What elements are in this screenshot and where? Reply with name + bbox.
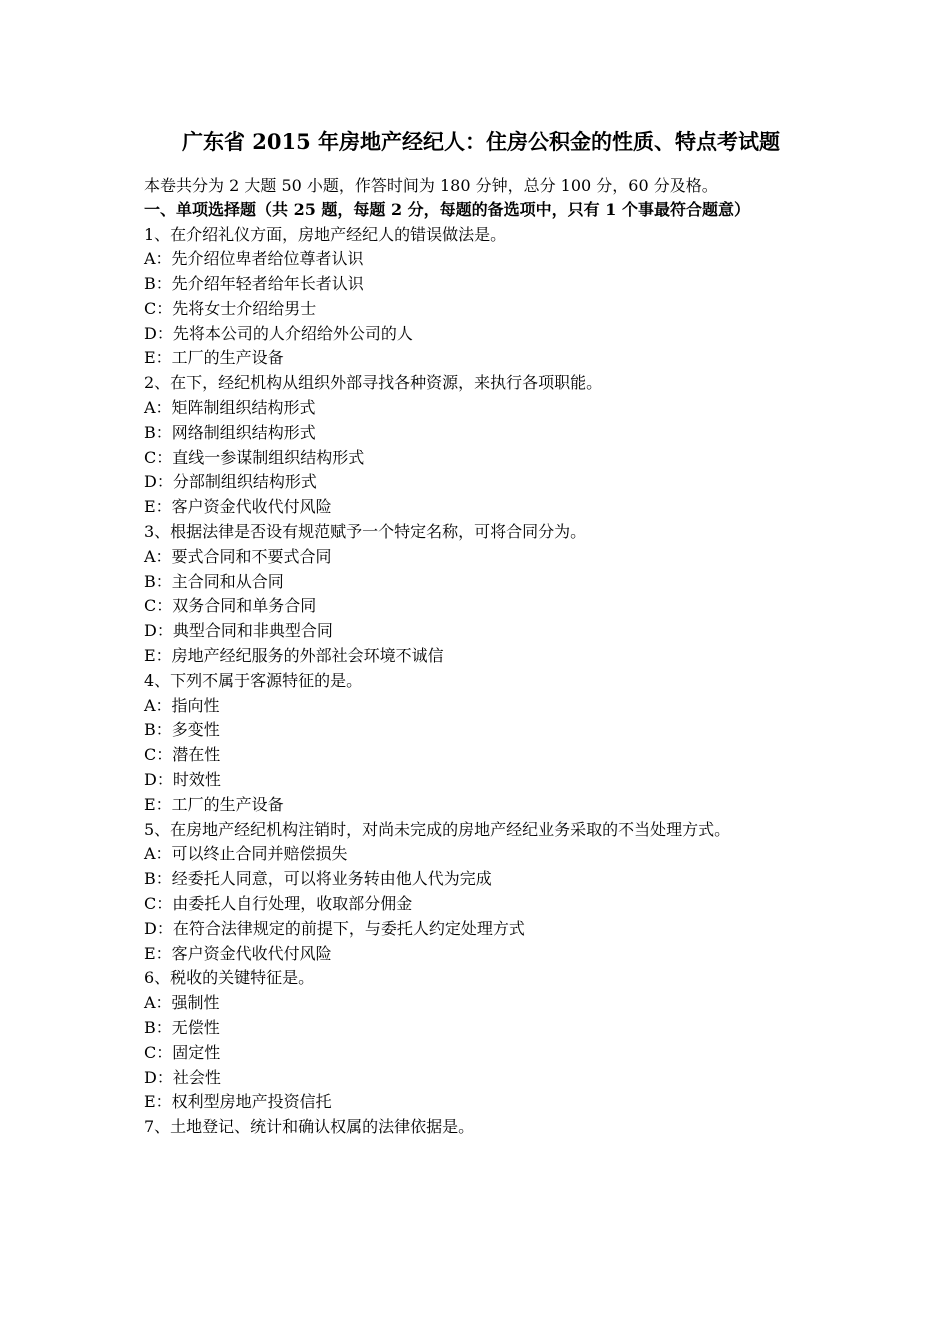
question-item bbox=[144, 966, 810, 1115]
answer-option: C：固定性 bbox=[144, 1042, 221, 1062]
answer-option: E：工厂的生产设备 bbox=[144, 348, 284, 368]
question-item bbox=[144, 669, 810, 818]
question-stem: 4、下列不属于客源特征的是。 bbox=[144, 670, 363, 690]
answer-option: A：强制性 bbox=[144, 993, 220, 1013]
document-title: 广东省 2015 年房地产经纪人：住房公积金的性质、特点考试题 bbox=[181, 129, 781, 154]
question-stem: 1、在介绍礼仪方面，房地产经纪人的错误做法是。 bbox=[144, 224, 507, 244]
answer-option: C：由委托人自行处理，收取部分佣金 bbox=[144, 894, 413, 914]
document-page bbox=[144, 128, 810, 1140]
question-item bbox=[144, 520, 810, 669]
answer-option: B：先介绍年轻者给年长者认识 bbox=[144, 274, 364, 294]
answer-option: E：客户资金代收代付风险 bbox=[144, 497, 332, 517]
answer-option: A：可以终止合同并赔偿损失 bbox=[144, 844, 348, 864]
answer-option: B：经委托人同意，可以将业务转由他人代为完成 bbox=[144, 869, 492, 889]
answer-option: C：双务合同和单务合同 bbox=[144, 596, 317, 616]
question-stem: 3、根据法律是否设有规范赋予一个特定名称，可将合同分为。 bbox=[144, 522, 587, 542]
answer-option: A：指向性 bbox=[144, 695, 220, 715]
question-item bbox=[144, 223, 810, 372]
answer-option: E：工厂的生产设备 bbox=[144, 794, 284, 814]
answer-option: A：先介绍位卑者给位尊者认识 bbox=[144, 249, 364, 269]
question-stem: 6、税收的关键特征是。 bbox=[144, 968, 315, 988]
answer-option: D：先将本公司的人介绍给外公司的人 bbox=[144, 323, 413, 343]
section-heading: 一、单项选择题（共 25 题，每题 2 分，每题的备选项中，只有 1 个事最符合题意） bbox=[144, 200, 750, 219]
answer-option: C：先将女士介绍给男士 bbox=[144, 298, 317, 318]
answer-option: B：主合同和从合同 bbox=[144, 571, 284, 591]
question-list bbox=[144, 223, 810, 1140]
question-stem: 5、在房地产经纪机构注销时，对尚未完成的房地产经纪业务采取的不当处理方式。 bbox=[144, 819, 731, 839]
question-item bbox=[144, 818, 810, 967]
answer-option: B：网络制组织结构形式 bbox=[144, 422, 316, 442]
question-item bbox=[144, 371, 810, 520]
answer-option: D：分部制组织结构形式 bbox=[144, 472, 317, 492]
answer-option: C：直线一参谋制组织结构形式 bbox=[144, 447, 365, 467]
answer-option: D：在符合法律规定的前提下，与委托人约定处理方式 bbox=[144, 918, 525, 938]
question-item bbox=[144, 1115, 810, 1140]
answer-option: D：典型合同和非典型合同 bbox=[144, 621, 333, 641]
question-stem: 7、土地登记、统计和确认权属的法律依据是。 bbox=[144, 1117, 475, 1137]
question-stem: 2、在下，经纪机构从组织外部寻找各种资源，来执行各项职能。 bbox=[144, 373, 603, 393]
answer-option: B：多变性 bbox=[144, 720, 220, 740]
answer-option: E：权利型房地产投资信托 bbox=[144, 1092, 332, 1112]
exam-intro: 本卷共分为 2 大题 50 小题，作答时间为 180 分钟，总分 100 分，60 分及格。 bbox=[144, 176, 718, 195]
answer-option: E：客户资金代收代付风险 bbox=[144, 943, 332, 963]
answer-option: B：无偿性 bbox=[144, 1018, 220, 1037]
answer-option: E：房地产经纪服务的外部社会环境不诚信 bbox=[144, 646, 444, 666]
answer-option: D：时效性 bbox=[144, 770, 221, 790]
answer-option: C：潜在性 bbox=[144, 745, 221, 765]
answer-option: A：矩阵制组织结构形式 bbox=[144, 398, 316, 418]
answer-option: A：要式合同和不要式合同 bbox=[144, 546, 332, 566]
answer-option: D：社会性 bbox=[144, 1067, 221, 1087]
